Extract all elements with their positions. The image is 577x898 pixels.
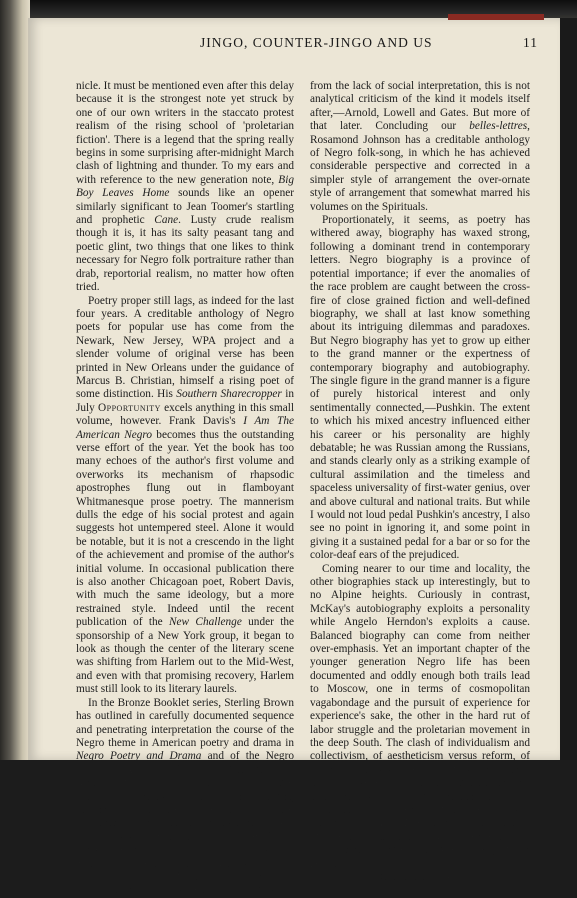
book-title: I Am The American Negro [76, 415, 294, 441]
book-title: Big Boy Leaves Home [76, 173, 294, 200]
italic-term: belles-lettres [469, 120, 528, 133]
paragraph: Proportionately, it seems, as poetry has withered away, biography has waxed strong, following a dominant trend in contemporary letters. Negro biography is a province of potential importance; if ever the anomalies of the race problem are caught between the cross-fire of close grained fiction and well-defined biography, we shall at last know something about its intriguing dilemmas and paradoxes. But Negro biography has yet to grow up either to the grand manner or the expertness of contemporary biography and autobiography. The single figure in the grand manner is a figure of purely historical interest and only sentimentally connected,—Pushkin. The extent to which his mixed ancestry influenced either his career or his personality are highly debatable; he was Russian among the Russians, and stands clearly only as a striking example of cultural assimilation and the timeless and spaceless universality of first-water genius, over and above cultural and national traits. But while I would not loud pedal Pushkin's ancestry, I also see no point in ignoring it, and some point in giving it a sustained pedal for a bar or so for the color-deaf ears of the prejudiced. [310, 214, 530, 562]
running-title: JINGO, COUNTER-JINGO AND US [200, 35, 433, 50]
book-title: Let Me Live [379, 817, 436, 830]
continued-note: (Continued on Page 27) [372, 871, 468, 883]
paragraph: In the Bronze Booklet series, Sterling Brown has outlined in carefully documented sequence and penetrating interpretation the course of the Negro theme in American poetry and drama in Negro Poetry and Drama and of the Negro theme in American fiction in The Negro in American Fiction. It is not too much to say that this is a greatly needed critical service, especially since the dimension of social interpretation has been brilliantly stressed. On the contrary, in The Negro Genius, Professor Brawley, enlarging and bringing up to date his The Negro in Literature and Art, has stuck to his previous method of mere chronicle narrative with trite praise and blame evaluations. Apart [76, 696, 295, 897]
red-marker-strip [448, 14, 544, 20]
book-spine-shadow [0, 0, 30, 760]
left-column [76, 80, 294, 898]
book-title: A Long Way From Home [310, 844, 530, 870]
paragraph: Coming nearer to our time and locality, the other biographies stack up interestingly, but to no Alpine heights. Curiously in contrast, McKay's autobiography exploits a personality while Angelo Herndon's exploits a cause. Balanced biography can come from neither over-emphasis. Yet an important chapter of the younger generation Negro life has been documented and oddly enough both trails lead to Moscow, one in terms of cosmopolitan vagabondage and the pursuit of experience for experience's sake, the other in the hard rut of labor struggle and the proletarian movement in the deep South. The clash of individualism and collectivism, of aestheticism versus reform, of the contemporary dilemmas of race and class could not be better illustrated if these books had been pre-arranged and their respective authors' lives accordingly. Because of its live issues and heroic attitude Let Me Live has no apologies to offer even in juxtaposition with the clever style and picaresque charm of A Long Way From Home. [310, 562, 530, 870]
paragraph: Poetry proper still lags, as indeed for the last four years. A creditable anthology of Negro poets for popular use has come from the Newark, New Jersey, WPA project and a slender volume of original verse has been printed in New Orleans under the guidance of Marcus B. Christian, himself a rising poet of some distinction. His Southern Sharecropper in July Opportunity excels anything in this small volume, however. Frank Davis's I Am The American Negro becomes thus the outstanding verse effort of the year. Yet the book has too many echoes of the author's first volume and overworks its mechanism of rhapsodic apostrophes flung out in flamboyant Whitmanesque prose poetry. The mannerism dulls the edge of his social protest and again suggests hot untempered steel. Alone it would be notable, but it is not a crescendo in the light of the achievement and promise of the author's initial volume. In occasional publication there is also another Chicagoan poet, Robert Davis, with much the same ideology, but a more restrained style. Indeed until the recent publication of the New Challenge under the sponsorship of a New York group, it began to look as though the center of the literary scene was shifting from Harlem out to the Mid-West, and even with that promising recovery, Harlem must still look to its literary laurels. [76, 294, 295, 696]
poem-title: Southern Sharecropper [176, 388, 282, 401]
magazine-title: New Challenge [169, 616, 242, 629]
magazine-name: Opportunity [97, 401, 161, 414]
book-title: Cane [154, 214, 179, 227]
page-number: 11 [523, 35, 538, 50]
paragraph: from the lack of social interpretation, this is not analytical criticism of the kind it models itself after,—Arnold, Lowell and Gates. But more of that later. Concluding our belles-lettres, Rosamond Johnson has a creditable anthology of Negro folk-song, in which he has achieved considerable perspective and corrected in a simpler style of arrangement the over-ornate style of arrangement that somewhat marred his volumes on the Spirituals. [310, 80, 530, 213]
book-title: The Negro in Literature and Art [76, 857, 230, 870]
right-column [310, 80, 530, 884]
running-header [60, 35, 560, 55]
scan-right-edge [560, 18, 577, 760]
paragraph: nicle. It must be mentioned even after this delay because it is the strongest note yet struck by one of our own writers in the staccato protest realism of the rising school of 'proletarian fiction'. There is a legend that the spring really begins in some surprising after-midnight March clash of lightning and thunder. To my ears and with reference to the new generation note, Big Boy Leaves Home sounds like an opener similarly significant to Jean Toomer's startling and prophetic Cane. Lusty crude realism though it is, it has its salty peasant tang and poetic glint, two things that one likes to think necessary for Negro folk portraiture rather than drab, reportorial realism, no matter how often tried. [76, 80, 295, 294]
book-title: The Negro in American Fiction [76, 763, 294, 790]
book-title: The Negro Genius [155, 830, 243, 843]
book-title: Negro Poetry and Drama [76, 750, 202, 763]
